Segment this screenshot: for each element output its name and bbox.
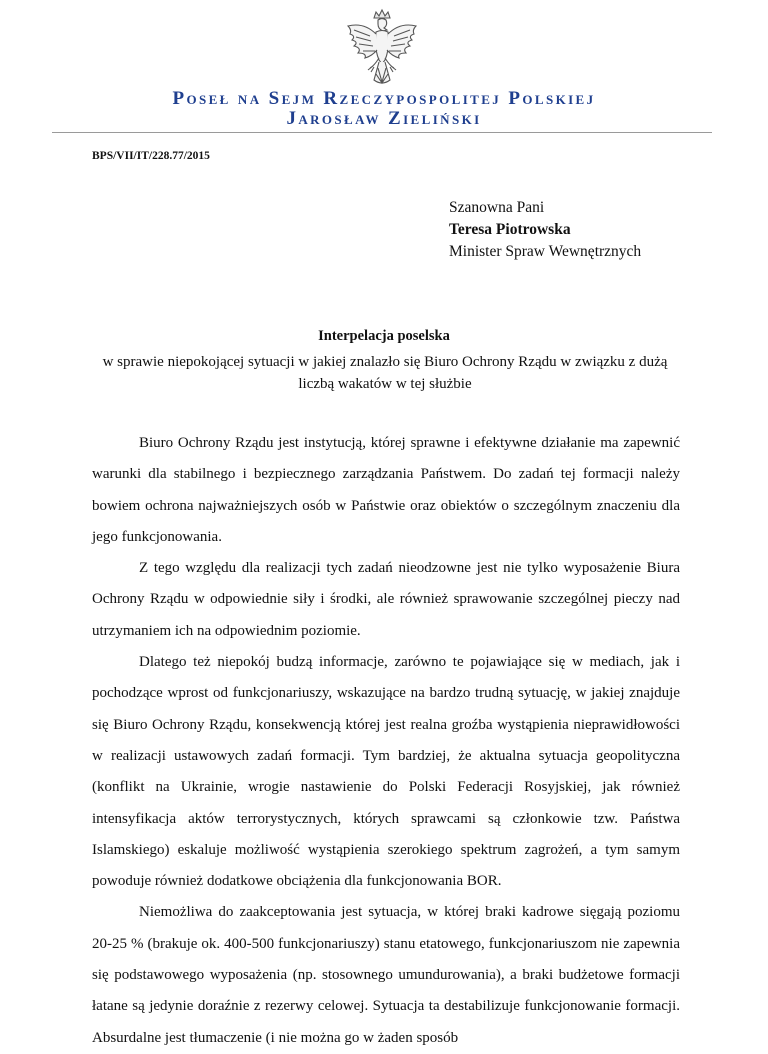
mp-name-line: Jarosław Zieliński <box>286 108 482 129</box>
letter-body <box>92 428 680 1054</box>
addressee-salutation: Szanowna Pani <box>449 199 545 216</box>
addressee-position: Minister Spraw Wewnętrznych <box>449 243 642 260</box>
reference-number: BPS/VII/IT/228.77/2015 <box>92 150 210 162</box>
body-paragraph: Niemożliwa do zaakceptowania jest sytuacja, w której braki kadrowe sięgają poziomu 20-25 % (brakuje ok. 400-500 funkcjonariuszy) stanu etatowego, funkcjonariuszom nie zapewnia się podstawowego wyposażenia (np. stosownego umundurowania), a braki budżetowe formacji łatane są jedynie doraźnie z rezerwy celowej. Sytuacja ta destabilizuje funkcjonowanie formacji. Absurdalne jest tłumaczenie (i nie można go w żaden sposób <box>92 904 680 1046</box>
mp-title-line: Poseł na Sejm Rzeczypospolitej Polskiej <box>172 88 596 109</box>
body-paragraph: Dlatego też niepokój budzą informacje, zarówno te pojawiające się w mediach, jak i pochodzące wprost od funkcjonariuszy, wskazujące na bardzo trudną sytuację, w jakiej znajduje się Biuro Ochrony Rządu, konsekwencją której jest realna groźba wystąpienia nieprawidłowości w realizacji ustawowych zadań formacji. Tym bardziej, że aktualna sytuacja geopolityczna (konflikt na Ukrainie, wrogie nastawienie do Polski Federacji Rosyjskiej, jak również intensyfikacja aktów terrorystycznych, których sprawcami są członkowie tzw. Państwa Islamskiego) eskaluje możliwość wystąpienia szerokiego spektrum zagrożeń, a tym samym powoduje również dodatkowe obciążenia dla funkcjonowania BOR. <box>92 654 680 890</box>
addressee-name: Teresa Piotrowska <box>449 221 571 238</box>
addressee-block <box>449 197 641 263</box>
document-subject: w sprawie niepokojącej sytuacji w jakiej znalazło się Biuro Ochrony Rządu w związku z dużą liczbą wakatów w tej służbie <box>102 354 668 392</box>
document-title: Interpelacja poselska <box>318 328 450 344</box>
body-paragraph: Biuro Ochrony Rządu jest instytucją, której sprawne i efektywne działanie ma zapewnić warunki dla stabilnego i bezpiecznego zarządzania Państwem. Do zadań tej formacji należy bowiem ochrona najważniejszych osób w Państwie oraz obiektów o szczególnym znaczeniu dla jego funkcjonowania. <box>92 435 680 545</box>
polish-eagle-icon <box>340 8 424 94</box>
header-divider <box>52 132 712 133</box>
body-paragraph: Z tego względu dla realizacji tych zadań nieodzowne jest nie tylko wyposażenie Biura Ochrony Rządu w odpowiednie siły i środki, ale również sprawowanie szczególnej pieczy nad utrzymaniem ich na odpowiednim poziomie. <box>92 560 680 639</box>
